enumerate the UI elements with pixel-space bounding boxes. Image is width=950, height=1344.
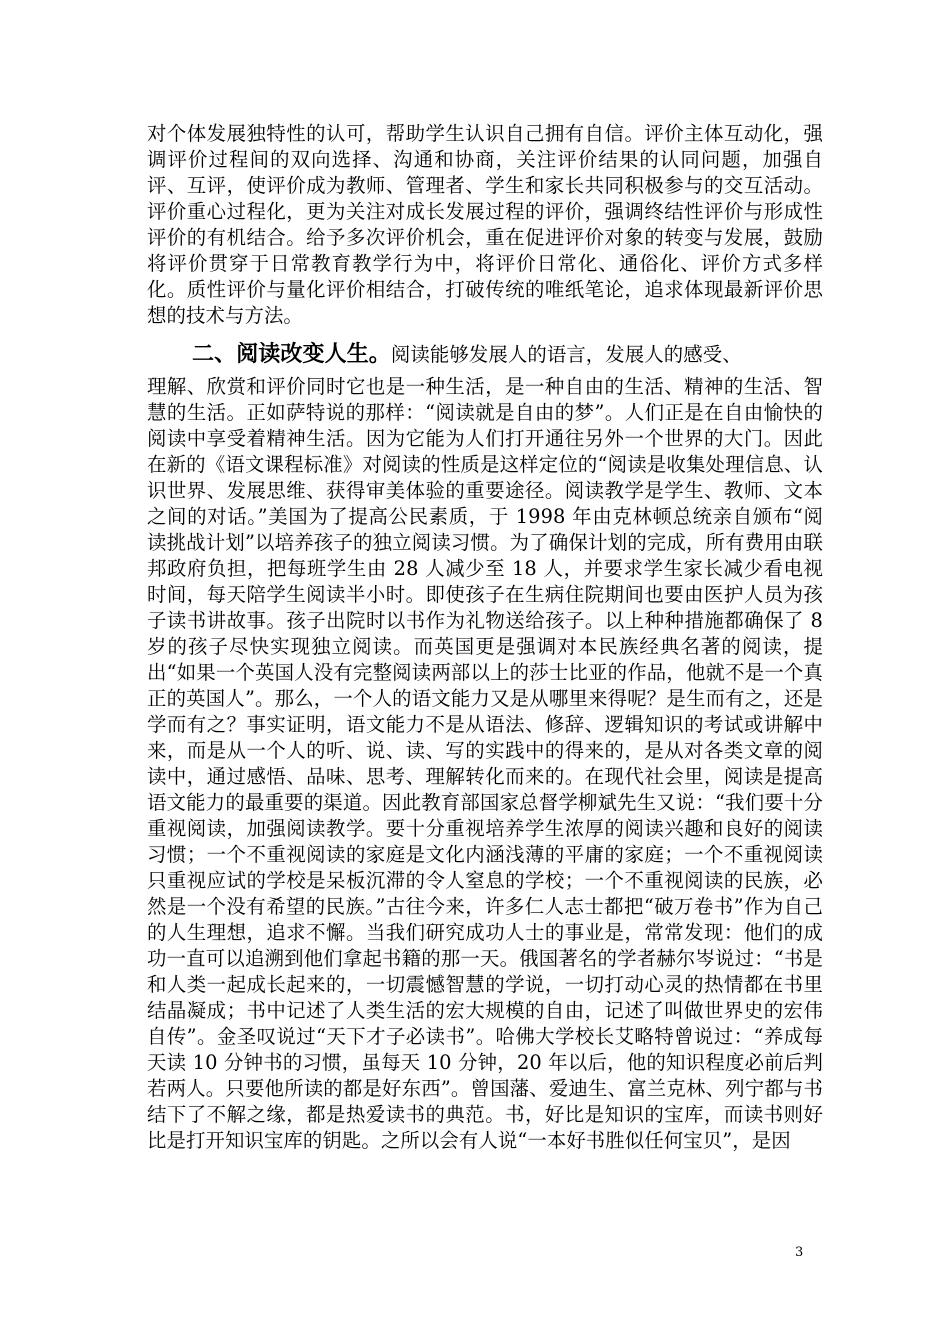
section-lead-text: 阅读能够发展人的语言，发展人的感受、 [390, 343, 742, 366]
page-number: 3 [795, 1245, 804, 1260]
section-paragraph [147, 340, 823, 1154]
section-first-line [147, 340, 823, 370]
paragraph-text: 对个体发展独特性的认可，帮助学生认识自己拥有自信。评价主体互动化，强调评价过程间的双向选择、沟通和协商，关注评价结果的认同问题，加强自评、互评，使评价成为教师、管理者、学生和家长共同积极参与的交互活动。评价重心过程化，更为关注对成长发展过程的评价，强调终结性评价与形成性评价的有机结合。给予多次评价机会，重在促进评价对象的转变与发展，鼓励将评价贯穿于日常教育教学行为中，将评价日常化、通俗化、评价方式多样化。质性评价与量化评价相结合，打破传统的唯纸笔论，追求体现最新评价思想的技术与方法。 [147, 122, 823, 327]
section-heading: 二、阅读改变人生。 [192, 342, 391, 367]
section-body-text: 理解、欣赏和评价同时它也是一种生活，是一种自由的生活、精神的生活、智慧的生活。正如萨特说的那样：“阅读就是自由的梦”。人们正是在自由愉快的阅读中享受着精神生活。因为它能为人们打开通往另外一个世界的大门。因此在新的《语文课程标准》对阅读的性质是这样定位的“阅读是收集处理信息、认识世界、发展思维、获得审美体验的重要途径。阅读教学是学生、教师、文本之间的对话。”美国为了提高公民素质，于 1998 年由克林顿总统亲自颁布“阅读挑战计划”以培养孩子的独立阅读习惯。为了确保计划的完成，所有费用由联邦政府负担，把每班学生由 28 人减少至 18 人，并要求学生家长减少看电视时间，每天陪学生阅读半小时。即使孩子在生病住院期间也要由医护人员为孩子读书讲故事。孩子出院时以书作为礼物送给孩子。以上种种措施都确保了 8 岁的孩子尽快实现独立阅读。而英国更是强调对本民族经典名著的阅读，提出“如果一个英国人没有完整阅读两部以上的莎士比亚的作品，他就不是一个真正的英国人”。那么，一个人的语文能力又是从哪里来得呢？是生而有之，还是学而有之？事实证明，语文能力不是从语法、修辞、逻辑知识的考试或讲解中来，而是从一个人的听、说、读、写的实践中的得来的，是从对各类文章的阅读中，通过感悟、品味、思考、理解转化而来的。在现代社会里，阅读是提高语文能力的最重要的渠道。因此教育部国家总督学柳斌先生又说：“我们要十分重视阅读，加强阅读教学。要十分重视培养学生浓厚的阅读兴趣和良好的阅读习惯；一个不重视阅读的家庭是文化内涵浅薄的平庸的家庭；一个不重视阅读只重视应试的学校是呆板沉滞的令人窒息的学校；一个不重视阅读的民族，必然是一个没有希望的民族。”古往今来，许多仁人志士都把“破万卷书”作为自己的人生理想，追求不懈。当我们研究成功人士的事业是，常常发现：他们的成功一直可以追溯到他们拿起书籍的那一天。俄国著名的学者赫尔岑说过：“书是和人类一起成长起来的，一切震憾智慧的学说，一切打动心灵的热情都在书里结晶凝成；书中记述了人类生活的宏大规模的自由，记述了叫做世界史的宏伟自传”。金圣叹说过“天下才子必读书”。哈佛大学校长艾略特曾说过：“养成每天读 10 分钟书的习惯，虽每天 10 分钟，20 年以后，他的知识程度必前后判若两人。只要他所读的都是好东西”。曾国藩、爱迪生、富兰克林、列宁都与书结下了不解之缘，都是热爱读书的典范。书，好比是知识的宝库，而读书则好比是打开知识宝库的钥匙。之所以会有人说“一本好书胜似任何宝贝”，是因 [147, 375, 823, 1152]
body-paragraph [147, 121, 823, 329]
